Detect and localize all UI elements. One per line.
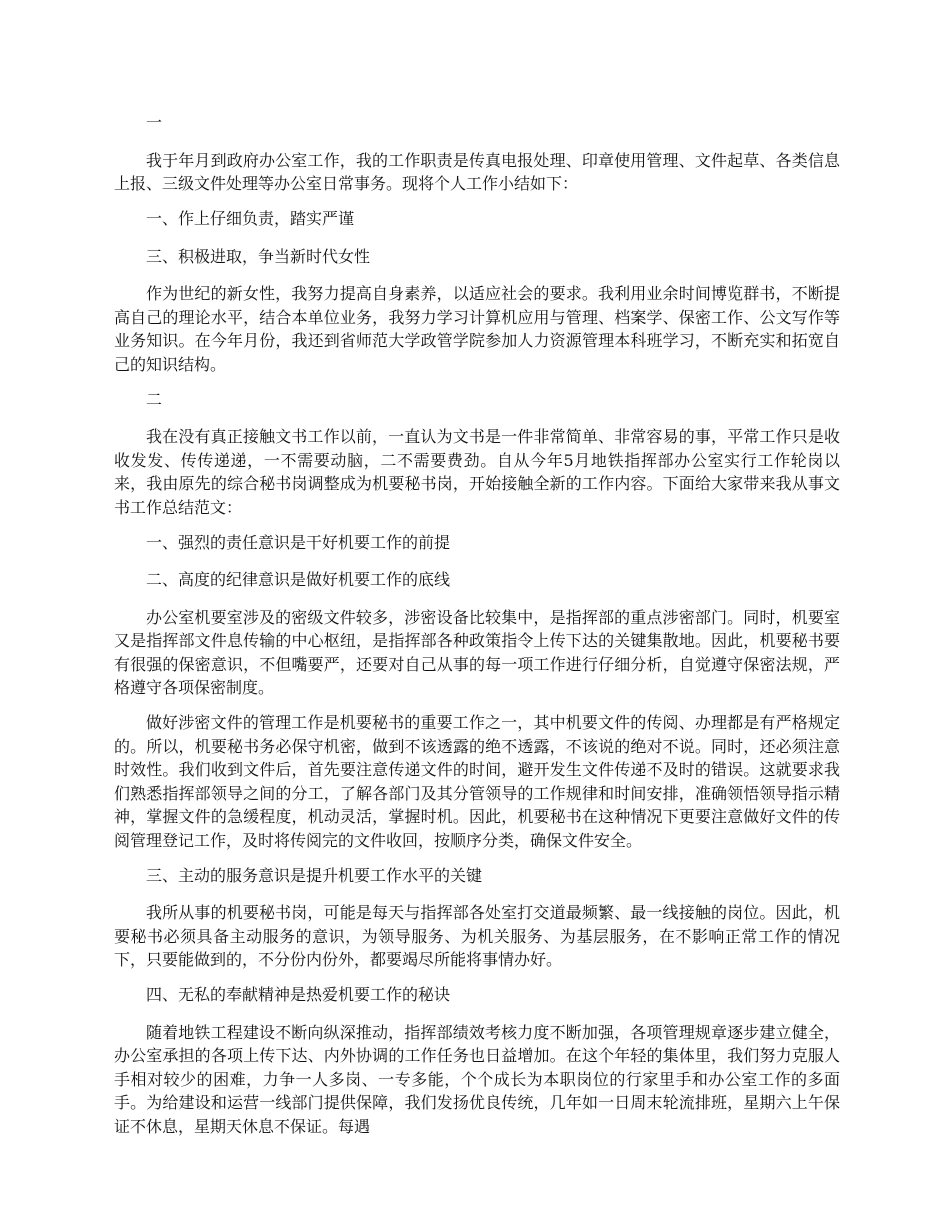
intro-paragraph: 我于年月到政府办公室工作，我的工作职责是传真电报处理、印章使用管理、文件起草、各类信息上报、三级文件处理等办公室日常事务。现将个人工作小结如下： [114, 150, 840, 193]
section-heading: 三、主动的服务意识是提升机要工作水平的关键 [146, 865, 483, 885]
section-heading: 一、强烈的责任意识是干好机要工作的前提 [146, 532, 451, 552]
section-heading: 二、高度的纪律意识是做好机要工作的底线 [146, 570, 451, 589]
section-marker-one: 一 [146, 113, 163, 132]
section-marker-two: 二 [146, 389, 163, 409]
body-paragraph: 我在没有真正接触文书工作以前，一直认为文书是一件非常简单、非常容易的事，平常工作只是收收发发、传传递递，一不需要动脑，二不需要费劲。自从今年5月地铁指挥部办公室实行工作轮岗以来，我由原先的综合秘书岗调整成为机要秘书岗，开始接触全新的工作内容。下面给大家带来我从事文书工作总结范文： [114, 427, 840, 517]
body-paragraph: 作为世纪的新女性，我努力提高自身素养，以适应社会的要求。我利用业余时间博览群书，不断提高自己的理论水平，结合本单位业务，我努力学习计算机应用与管理、档案学、保密工作、公文写作等业务知识。在今年月份，我还到省师范大学政管学院参加人力资源管理本科班学习，不断充实和拓宽自己的知识结构。 [114, 284, 840, 374]
section-heading: 三、积极进取，争当新时代女性 [146, 246, 371, 266]
section-heading: 一、作上仔细负责，踏实严谨 [146, 209, 355, 228]
body-paragraph: 做好涉密文件的管理工作是机要秘书的重要工作之一，其中机要文件的传阅、办理都是有严格规定的。所以，机要秘书务必保守机密，做到不该透露的绝不透露，不该说的绝对不说。同时，还必须注意时效性。我们收到文件后，首先要注意传递文件的时间，避开发生文件传递不及时的错误。这就要求我们熟悉指挥部领导之间的分工，了解各部门及其分管领导的工作规律和时间安排，准确领悟领导指示精神，掌握文件的急缓程度，机动灵活，掌握时机。因此，机要秘书在这种情况下更要注意做好文件的传阅管理登记工作，及时将传阅完的文件收回，按顺序分类，确保文件安全。 [114, 713, 840, 850]
body-paragraph: 我所从事的机要秘书岗，可能是每天与指挥部各处室打交道最频繁、最一线接触的岗位。因此，机要秘书必须具备主动服务的意识，为领导服务、为机关服务、为基层服务，在不影响正常工作的情况下，只要能做到的，不分份内份外，都要竭尽所能将事情办好。 [114, 903, 840, 969]
section-heading: 四、无私的奉献精神是热爱机要工作的秘诀 [146, 985, 451, 1004]
document-body [114, 111, 840, 1150]
body-paragraph: 办公室机要室涉及的密级文件较多，涉密设备比较集中，是指挥部的重点涉密部门。同时，机要室又是指挥部文件息传输的中心枢纽，是指挥部各种政策指令上传下达的关键集散地。因此，机要秘书要有很强的保密意识，不但嘴要严，还要对自己从事的每一项工作进行仔细分析，自觉遵守保密法规，严格遵守各项保密制度。 [114, 607, 840, 697]
body-paragraph: 随着地铁工程建设不断向纵深推动，指挥部绩效考核力度不断加强，各项管理规章逐步建立健全，办公室承担的各项上传下达、内外协调的工作任务也日益增加。在这个年轻的集体里，我们努力克服人手相对较少的困难，力争一人多岗、一专多能，个个成长为本职岗位的行家里手和办公室工作的多面手。为给建设和运营一线部门提供保障，我们发扬优良传统，几年如一日周末轮流排班，星期六上午保证不休息，星期天休息不保证。每遇 [114, 1022, 840, 1136]
